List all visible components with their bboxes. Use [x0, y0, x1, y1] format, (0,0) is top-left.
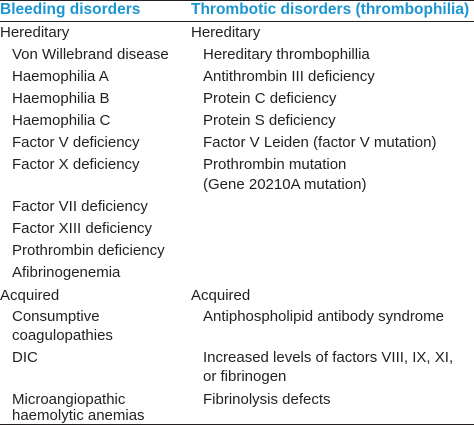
bleeding-hereditary-item: Haemophilia B — [12, 90, 110, 107]
header-thrombotic-disorders: Thrombotic disorders (thrombophilia) — [191, 1, 470, 18]
bleeding-acquired-item: DIC — [12, 349, 38, 366]
bleeding-hereditary-item: Prothrombin deficiency — [12, 242, 165, 259]
header-bleeding-disorders: Bleeding disorders — [0, 1, 141, 18]
bleeding-acquired-item: Microangiopathic — [12, 391, 126, 408]
thrombotic-hereditary-item: Factor V Leiden (factor V mutation) — [203, 134, 437, 151]
thrombotic-acquired-item: or fibrinogen — [203, 368, 287, 385]
bleeding-acquired-item: haemolytic anemias — [12, 407, 145, 424]
bleeding-hereditary-item: Haemophilia C — [12, 112, 111, 129]
bleeding-acquired-item: Consumptive — [12, 308, 100, 325]
bleeding-hereditary-label: Hereditary — [0, 24, 70, 41]
thrombotic-acquired-item: Increased levels of factors VIII, IX, XI, — [203, 349, 454, 366]
bleeding-hereditary-item: Factor X deficiency — [12, 156, 140, 173]
thrombotic-hereditary-item: Hereditary thrombophillia — [203, 46, 370, 63]
bleeding-hereditary-item: Factor VII deficiency — [12, 198, 148, 215]
thrombotic-hereditary-item: Prothrombin mutation — [203, 156, 347, 173]
bleeding-acquired-item: coagulopathies — [12, 327, 113, 344]
bleeding-hereditary-item: Factor V deficiency — [12, 134, 140, 151]
thrombotic-acquired-label: Acquired — [191, 287, 251, 304]
thrombotic-hereditary-item: Antithrombin III deficiency — [203, 68, 375, 85]
thrombotic-hereditary-item: Protein S deficiency — [203, 112, 336, 129]
thrombotic-hereditary-label: Hereditary — [191, 24, 261, 41]
thrombotic-acquired-item: Antiphospholipid antibody syndrome — [203, 308, 444, 325]
thrombotic-hereditary-item: (Gene 20210A mutation) — [203, 176, 367, 193]
header-rule — [0, 21, 474, 22]
thrombotic-hereditary-item: Protein C deficiency — [203, 90, 337, 107]
bleeding-hereditary-item: Factor XIII deficiency — [12, 220, 153, 237]
bleeding-hereditary-item: Afibrinogenemia — [12, 264, 121, 281]
thrombotic-acquired-item: Fibrinolysis defects — [203, 391, 331, 408]
bleeding-acquired-label: Acquired — [0, 287, 60, 304]
bleeding-hereditary-item: Von Willebrand disease — [12, 46, 169, 63]
bleeding-hereditary-item: Haemophilia A — [12, 68, 109, 85]
